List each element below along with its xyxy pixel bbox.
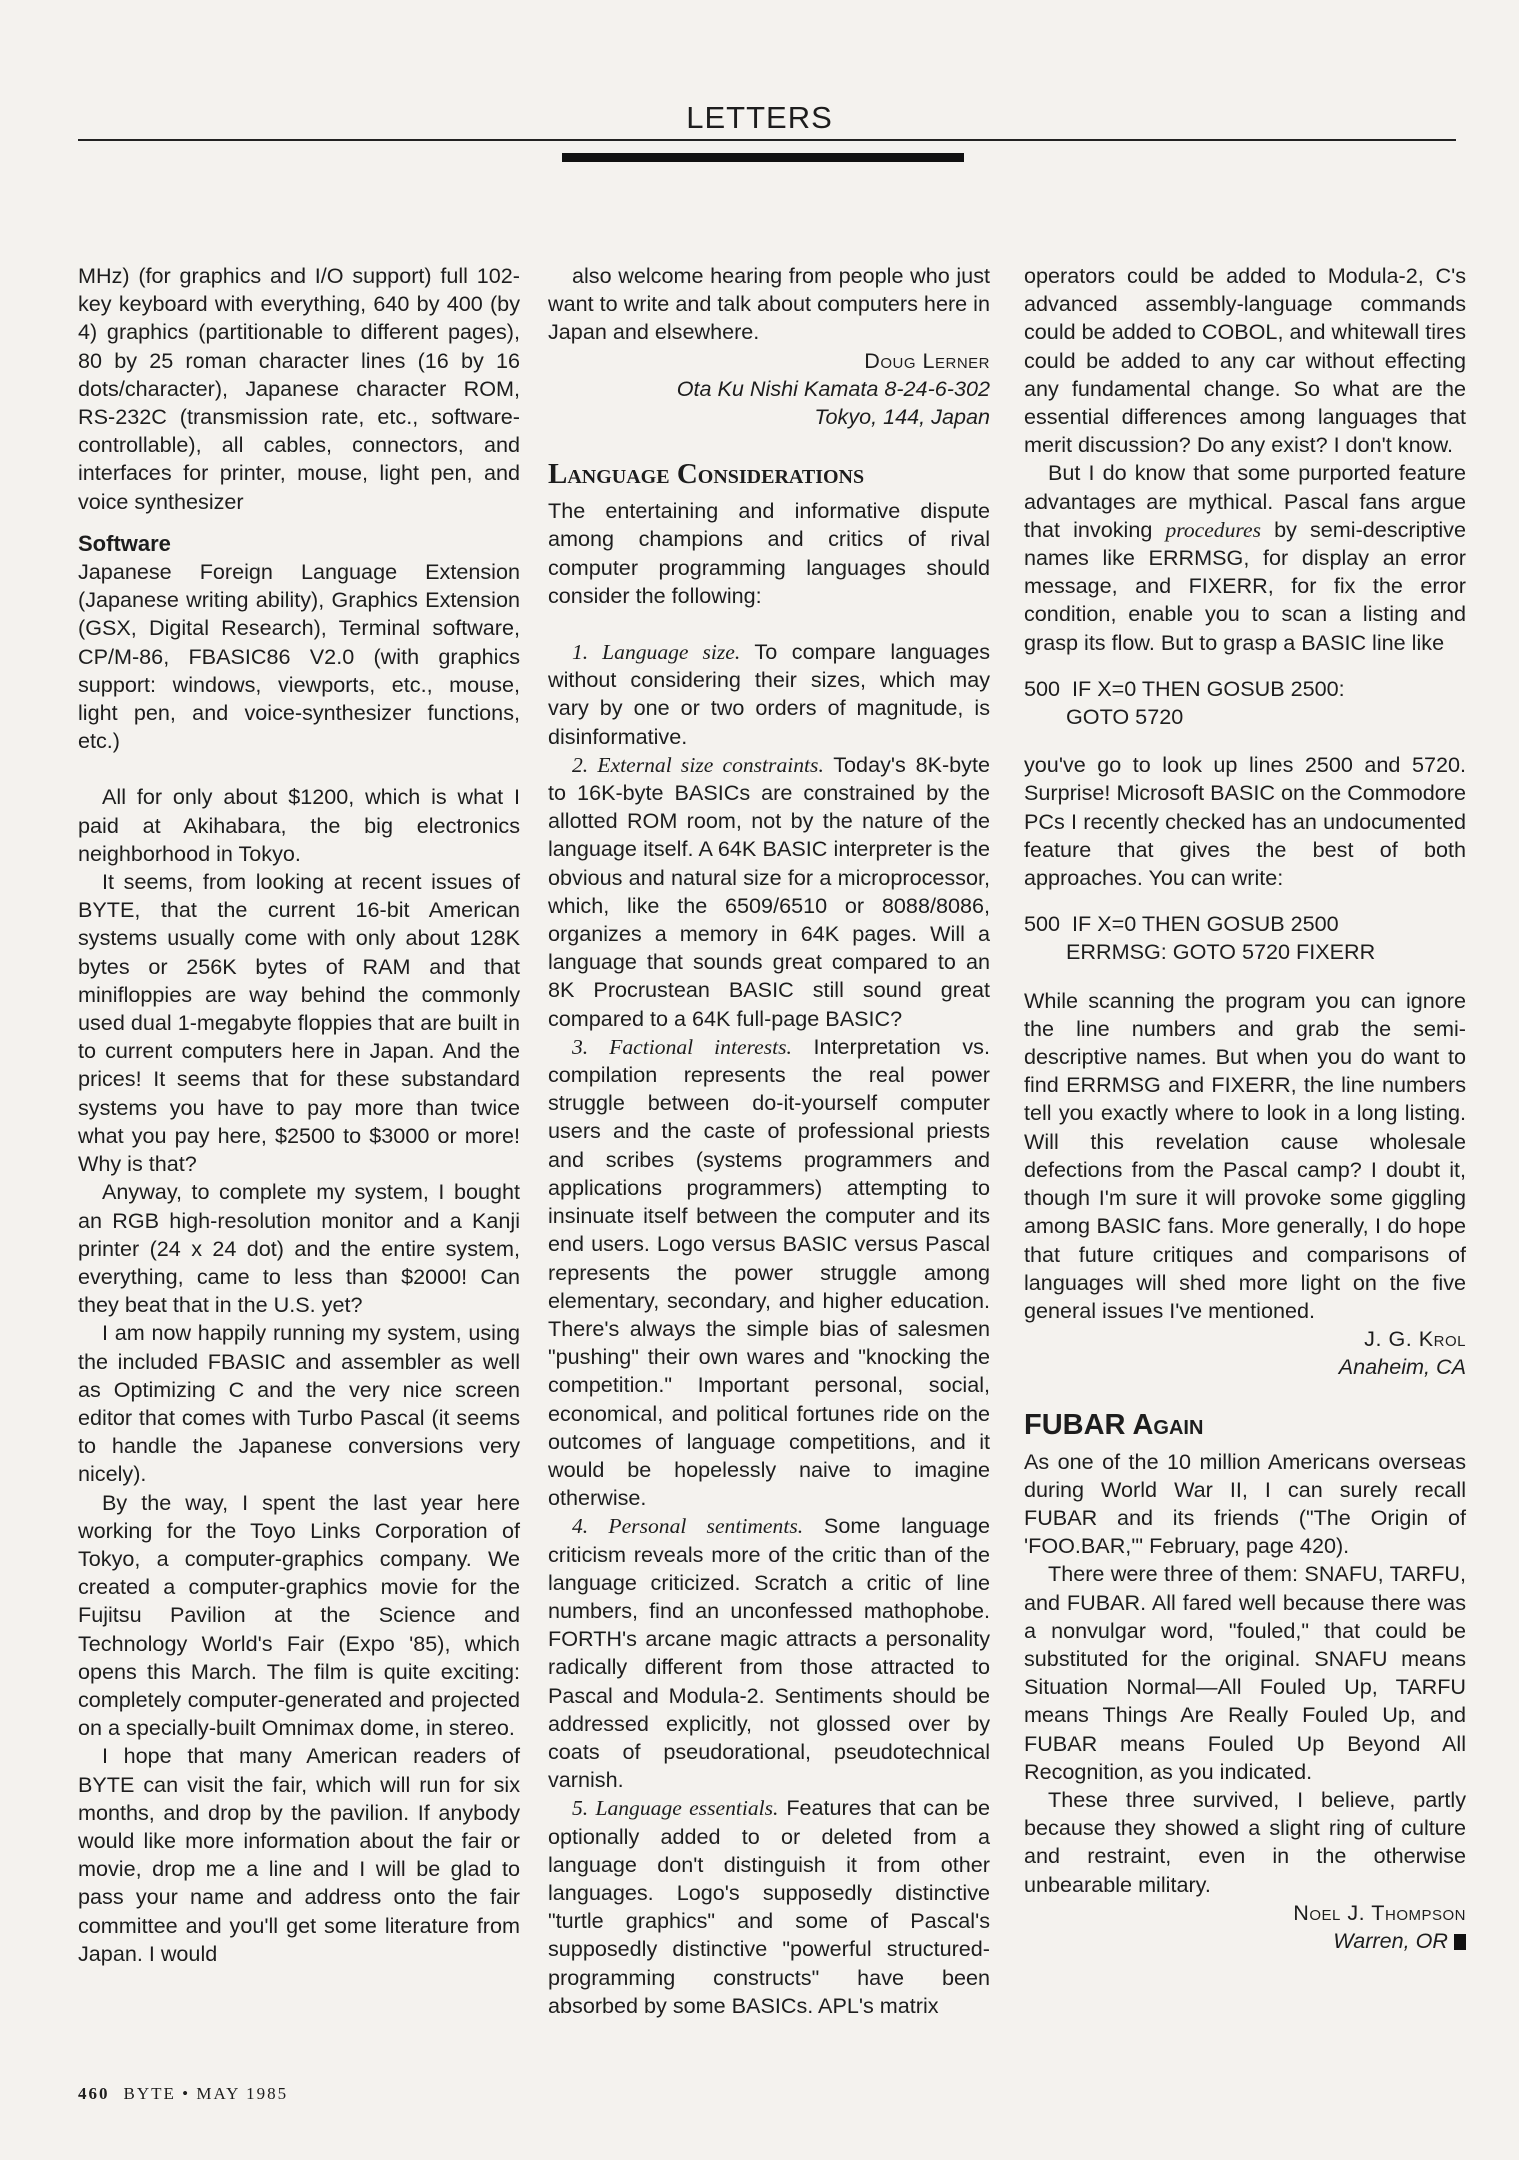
list-item <box>548 1794 990 2020</box>
header-rule <box>78 139 1456 141</box>
code-line: 500 IF X=0 THEN GOSUB 2500 <box>1024 911 1339 937</box>
signature-address: Ota Ku Nishi Kamata 8-24-6-302 <box>676 375 990 401</box>
signature-name: J. G. Krol <box>1364 1326 1466 1352</box>
item-label: 2. External size constraints. <box>572 752 824 777</box>
list-item <box>548 1512 990 1794</box>
end-mark-icon <box>1454 1934 1466 1950</box>
paragraph: By the way, I spent the last year here working for the Toyo Links Corporation of Tokyo, a computer-graphics company. We created a computer-graphics movie for the Fujitsu Pavilion at the Science and Technology World's Fair (Expo '85), which opens this March. The film is quite exciting: completely computer-generated and projected on a specially-built Omnimax dome, in stereo. <box>78 1489 520 1741</box>
list-item <box>548 638 990 751</box>
item-text: Features that can be optionally added to or deleted from a language don't distinguish it from other languages. Logo's supposedly distinctive "turtle graphics" and some of Pascal's supposedly distinctive "powerful structured-programming constructs" have been absorbed by some BASICs. APL's matrix <box>548 1795 990 2018</box>
software-heading: Software <box>78 530 171 556</box>
paragraph: I hope that many American readers of BYTE can visit the fair, which will run for six months, and drop by the pavilion. If anybody would like more information about the fair or movie, drop me a line and I will be glad to pass your name and address onto the fair committee and you'll get some literature from Japan. I would <box>78 1743 520 1966</box>
item-label: 1. Language size. <box>572 640 741 665</box>
page-number: 460 <box>78 2084 110 2103</box>
paragraph: operators could be added to Modula-2, C's advanced assembly-language commands could be added to COBOL, and whitewall tires could be added to any car without effecting any fundamental change. So what are the essential differences among languages that merit discussion? Do any exist? I don't know. <box>1024 263 1466 458</box>
item-text: Interpretation vs. compilation represents the real power struggle between do-it-yourself computer users and the caste of professional priests and scribes (systems programmers and applications programmers) attempting to insinuate itself between the computer and its end users. Logo versus BASIC versus Pascal represents the power struggle among elementary, secondary, and higher education. There's always the simple bias of salesmen "pushing" their own wares and "knocking the competition." Important personal, social, economical, and political fortunes ride on the outcomes of language competitions, and it would be hopelessly naive to imagine otherwise. <box>548 1033 990 1511</box>
text-run: by semi-descriptive names like ERRMSG, for display an error message, and FIXERR, for fix the error condition, enable you to scan a listing and grasp its flow. But to grasp a BASIC line like <box>1024 516 1466 655</box>
paragraph: It seems, from looking at recent issues of BYTE, that the current 16-bit American systems usually come with only about 128K bytes or 256K bytes of RAM and that minifloppies are way behind the commonly used dual 1-megabyte floppies that are built in to current computers here in Japan. And the prices! It seems that for these substandard systems you have to pay more than twice what you pay here, $2500 to $3000 or more! Why is that? <box>78 869 520 1177</box>
signature-address-text: Warren, OR <box>1333 1927 1448 1953</box>
paragraph: MHz) (for graphics and I/O support) full 102-key keyboard with everything, 640 by 400 (by 4) graphics (partitionable to different pages), 80 by 25 roman character lines (16 by 16 dots/character), Japanese character ROM, RS-232C (transmission rate, etc., software-controllable), all cables, connectors, and interfaces for printer, mouse, light pen, and voice synthesizer <box>78 263 520 514</box>
page-footer <box>78 2084 288 2104</box>
list-item <box>548 751 990 1033</box>
paragraph: also welcome hearing from people who just want to write and talk about computers here in Japan and elsewhere. <box>548 263 990 345</box>
paragraph: The entertaining and informative dispute among champions and critics of rival computer programming languages should consider the following: <box>548 498 990 608</box>
section-heading-fubar-again: FUBAR Again <box>1024 1408 1204 1441</box>
paragraph: you've go to look up lines 2500 and 5720. Surprise! Microsoft BASIC on the Commodore PCs I recently checked has an undocumented feature that gives the best of both approaches. You can write: <box>1024 752 1466 891</box>
item-text: To compare languages without considering their sizes, which may vary by one or two orders of magnitude, is disinformative. <box>548 639 991 749</box>
column-2 <box>548 262 990 2020</box>
code-line: ERRMSG: GOTO 5720 FIXERR <box>1024 939 1376 965</box>
item-text: Today's 8K-byte to 16K-byte BASICs are constrained by the allotted ROM room, not by the nature of the language itself. A 64K BASIC interpreter is the obvious and natural size for a microprocessor, which, like the 6509/6510 or 8088/8086, organizes a memory in 64K pages. Will a language that sounds great compared to an 8K Procrustean BASIC still sound great compared to a 64K full-page BASIC? <box>548 751 990 1031</box>
item-label: 3. Factional interests. <box>572 1034 792 1059</box>
paragraph: I am now happily running my system, using the included FBASIC and assembler as well as Optimizing C and the very nice screen editor that comes with Turbo Pascal (it seems to handle the Japanese conversions very nicely). <box>78 1320 520 1487</box>
page-header-title: LETTERS <box>686 100 833 135</box>
header-accent-bar <box>562 153 964 162</box>
paragraph: All for only about $1200, which is what I paid at Akihabara, the big electronics neighborhood in Tokyo. <box>78 784 520 866</box>
code-line: 500 IF X=0 THEN GOSUB 2500: <box>1024 675 1345 701</box>
column-1 <box>78 262 520 1968</box>
paragraph: There were three of them: SNAFU, TARFU, and FUBAR. All fared well because there was a nonvulgar word, "fouled," that could be substituted for the original. SNAFU means Situation Normal—All Fouled Up, TARFU means Things Are Really Fouled Up, and FUBAR means Fouled Up Beyond All Recognition, as you indicated. <box>1024 1561 1466 1784</box>
paragraph: Japanese Foreign Language Extension (Japanese writing ability), Graphics Extension (GSX, Digital Research), Terminal software, CP/M-86, FBASIC86 V2.0 (with graphics support: windows, viewports, etc., mouse, light pen, and voice-synthesizer functions, etc.) <box>78 559 520 754</box>
paragraph: Anyway, to complete my system, I bought an RGB high-resolution monitor and a Kanji printer (24 x 24 dot) and the entire system, everything, came to less than $2000! Can they beat that in the U.S. yet? <box>78 1179 520 1318</box>
item-label: 5. Language essentials. <box>572 1796 779 1821</box>
paragraph <box>1024 459 1466 656</box>
text-run-italic: procedures <box>1165 517 1261 542</box>
signature-address: Anaheim, CA <box>1338 1354 1466 1380</box>
text-run: But I do know that some purported feature advantages are mythical. Pascal fans argue that invoking <box>1024 460 1466 542</box>
list-item <box>548 1033 990 1512</box>
code-block <box>1024 910 1466 966</box>
paragraph: While scanning the program you can ignore the line numbers and grab the semi-descriptive names. But when you do want to find ERRMSG and FIXERR, the line numbers tell you exactly where to look in a long listing. Will this revelation cause wholesale defections from the Pascal camp? I doubt it, though I'm sure it will provoke some giggling among BASIC fans. More generally, I do hope that future critiques and comparisons of languages will shed more light on the five general issues I've mentioned. <box>1024 987 1466 1323</box>
signature-name: Doug Lerner <box>864 347 990 373</box>
paragraph: As one of the 10 million Americans overseas during World War II, I can surely recall FUBAR and its friends ("The Origin of 'FOO.BAR,'" February, page 420). <box>1024 1448 1466 1559</box>
item-text: Some language criticism reveals more of the critic than of the language criticized. Scratch a critic of line numbers, find an unconfessed mathophobe. FORTH's arcane magic attracts a personality radically different from those attracted to Pascal and Modula-2. Sentiments should be addressed explicitly, not glossed over by coats of pseudorational, pseudotechnical varnish. <box>548 1513 990 1793</box>
section-heading-language-considerations: Language Considerations <box>548 458 865 491</box>
code-line: GOTO 5720 <box>1024 704 1184 730</box>
signature-address: Tokyo, 144, Japan <box>814 404 990 430</box>
signature-name: Noel J. Thompson <box>1293 1899 1466 1925</box>
column-3 <box>1024 262 1466 1955</box>
item-label: 4. Personal sentiments. <box>572 1514 804 1539</box>
paragraph: These three survived, I believe, partly because they showed a slight ring of culture and restraint, even in the otherwise unbearable military. <box>1024 1786 1466 1897</box>
signature-address <box>1024 1927 1466 1955</box>
code-block <box>1024 675 1466 731</box>
publication-line: BYTE • MAY 1985 <box>123 2084 289 2103</box>
